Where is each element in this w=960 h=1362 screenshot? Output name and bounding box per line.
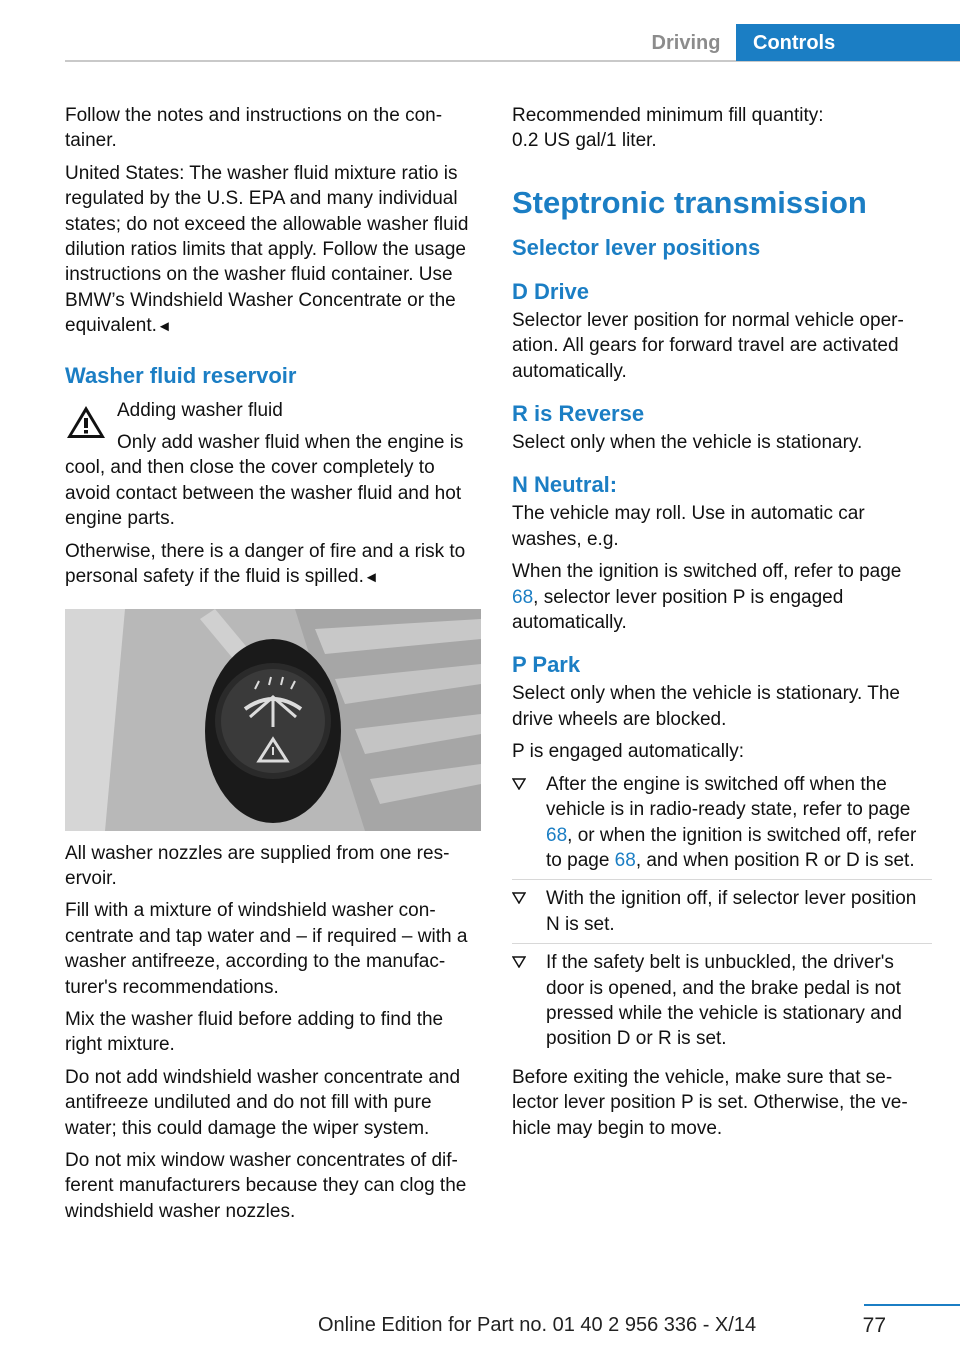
warning-title: Adding washer fluid (117, 399, 283, 421)
triangle-bullet-icon (512, 956, 526, 968)
heading-washer-fluid-reservoir: Washer fluid reservoir (65, 362, 297, 388)
washer-reservoir-cap-photo (65, 609, 481, 831)
heading-park: P Park (512, 652, 581, 678)
paragraph: The vehicle may roll. Use in automatic car washes, e.g. (512, 503, 865, 550)
page-link[interactable]: 68 (512, 586, 534, 608)
warning-text: Only add washer fluid when the engine is cool, and then close the cover completely to avoid contact between the washer fluid and hot engine parts. (65, 432, 464, 530)
header-chapter-tab[interactable]: Controls (736, 24, 960, 61)
header-section-tab[interactable]: Driving (651, 32, 721, 54)
heading-selector-lever-positions: Selector lever positions (512, 234, 761, 260)
warning-triangle-icon (65, 404, 107, 440)
right-column (512, 103, 932, 1148)
warning-text: Otherwise, there is a danger of fire and a risk to personal safety if the fluid is spilled.◄ (65, 540, 466, 588)
warning-block (65, 398, 485, 591)
page-link[interactable]: 68 (614, 849, 636, 871)
paragraph: Do not add windshield washer concentrate and antifreeze undiluted and do not fill with pure water; this could damage the wiper system. (65, 1066, 461, 1139)
footer-edition: Online Edition for Part no. 01 40 2 956 336 - X/14 (318, 1314, 757, 1336)
bullet-list (512, 772, 932, 1058)
paragraph: Selector lever position for normal vehicle operation. All gears for forward travel are activated automatically. (512, 309, 904, 382)
paragraph: Recommended minimum fill quantity: 0.2 US gal/1 liter. (512, 105, 824, 152)
heading-steptronic-transmission: Steptronic transmission (512, 184, 867, 220)
paragraph: Do not mix window washer concentrates of different manufacturers because they can clog the windshield washer nozzles. (65, 1149, 467, 1222)
paragraph: Select only when the vehicle is stationary. The drive wheels are blocked. (512, 683, 900, 730)
end-mark: ◄ (363, 569, 379, 587)
heading-drive: D Drive (512, 278, 590, 304)
paragraph: Fill with a mixture of windshield washer concentrate and tap water and – if required – with a washer antifreeze, according to the manufacturer's recommendations. (65, 900, 468, 998)
list-item: After the engine is switched off when the vehicle is in radio-ready state, refer to page 68, or when the ignition is switched off, refer to page 68, and when position R or D is set. (512, 772, 932, 881)
heading-reverse: R is Reverse (512, 401, 645, 427)
triangle-bullet-icon (512, 892, 526, 904)
list-item: If the safety belt is unbuckled, the driver's door is opened, and the brake pedal is not pressed while the vehicle is stationary and position D or R is set. (512, 950, 932, 1058)
left-column (65, 103, 485, 1231)
page-number: 77 (862, 1314, 886, 1337)
paragraph: Follow the notes and instructions on the container. (65, 105, 443, 152)
paragraph: When the ignition is switched off, refer to page 68, selector lever position P is engaged automatically. (512, 561, 902, 634)
heading-neutral: N Neutral: (512, 472, 618, 498)
end-mark: ◄ (156, 318, 172, 336)
footer-rule (864, 1304, 960, 1306)
paragraph: P is engaged automatically: (512, 741, 745, 763)
paragraph: Mix the washer fluid before adding to find the right mixture. (65, 1008, 444, 1056)
paragraph: All washer nozzles are supplied from one reservoir. (65, 842, 450, 889)
paragraph: Select only when the vehicle is stationary. (512, 432, 863, 454)
triangle-bullet-icon (512, 778, 526, 790)
paragraph: United States: The washer fluid mixture ratio is regulated by the U.S. EPA and many individual states; do not exceed the allowable washer fluid dilution ratios limits that apply. Follow the usage instructions on the washer fluid container. Use BMW’s Windshield Washer Concentrate or the equivalent.◄ (65, 162, 469, 337)
page-link[interactable]: 68 (546, 824, 568, 846)
reservoir-cap-illustration (65, 609, 481, 831)
paragraph: Before exiting the vehicle, make sure that selector lever position P is set. Otherwise, the vehicle may begin to move. (512, 1066, 908, 1139)
list-item: With the ignition off, if selector lever position N is set. (512, 886, 932, 944)
